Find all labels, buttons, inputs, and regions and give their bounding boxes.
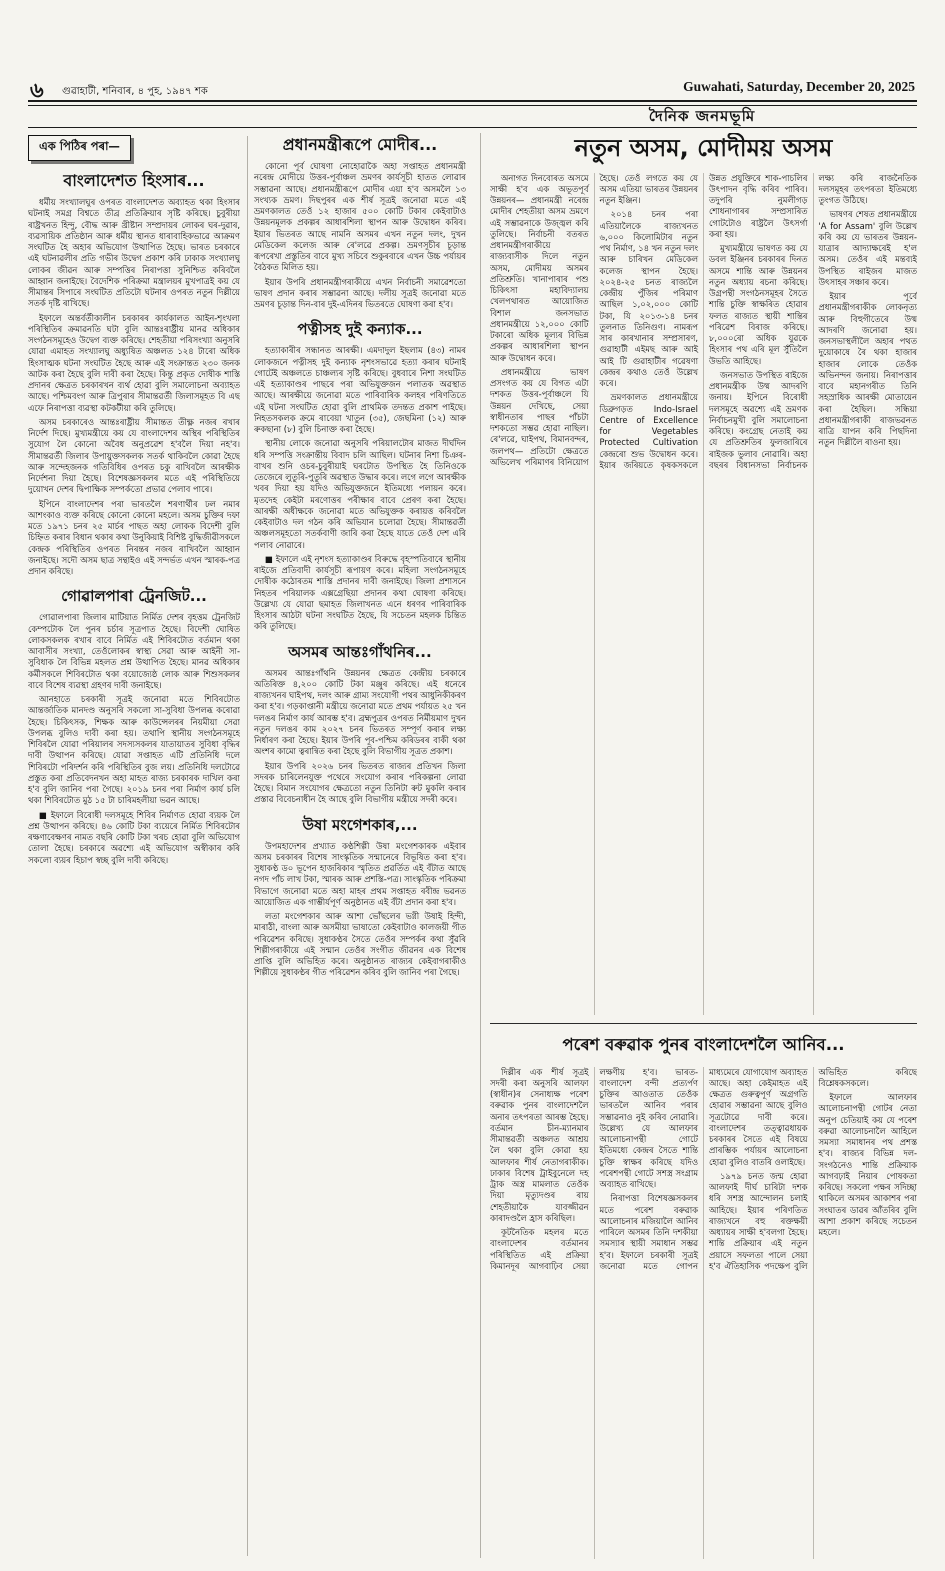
date-assamese: গুৱাহাটী, শনিবাৰ, ৪ পুহ, ১৯৪৭ শক [62,86,208,97]
article-usha [254,841,466,979]
section-label-box: এক পিঠিৰ পৰা— [28,135,131,161]
article-paragraph: ইফালে আলফাৰ আলোচনাপন্থী গোটৰ নেতা অনুপ চেতিয়াই কয় যে পৰেশ বৰুৱা আলোচনালৈ আহিলে সমস্যা সমাধানৰ পথ প্ৰশস্ত হ'ব। ৰাজ্যৰ বিভিন্ন দল-সংগঠনেও শান্তি প্ৰক্ৰিয়াক আগবঢ়াই নিয়াৰ পোষকতা কৰিছে। সকলো পক্ষৰ সদিচ্ছা থাকিলে অসমৰ আকাশৰ পৰা সংঘাতৰ ডাৱৰ আঁতৰিব বুলি আশা প্ৰকাশ কৰিছে সচেতন মহলে। [818,1092,917,1238]
column-divider [247,136,248,1556]
headline-goalpara: গোৱালপাৰা ট্ৰেনজিট... [61,587,207,606]
article-paragraph: ভ্ৰমণকালত প্ৰধানমন্ত্ৰীয়ে ডিব্ৰুগড়ত Indo-Israel Centre of Excellence for Vegetables Protected Cultivation কেন্দ্ৰৰো শুভ উদ্বোধন কৰে। ইয়াৰ জৰিয়তে কৃষকসকলে উন্নত প্ৰযুক্তিৰে শাক-পাচলিৰ উৎপাদন বৃদ্ধি কৰিব পাৰিব। তদুপৰি নুমলীগড় শোধনাগাৰৰ সম্প্ৰসাৰিত গোটটোও ৰাষ্ট্ৰলৈ উৎসৰ্গা কৰা হয়। [599,172,808,470]
article-new-assam [490,173,917,1015]
article-paragraph: অনাগত দিনবোৰত অসমে সাক্ষী হ'ব এক অভূতপূৰ্ব উন্নয়নৰ— প্ৰধানমন্ত্ৰী নৰেন্দ্ৰ মোদীৰ শেহতীয়া অসম ভ্ৰমণে এই সম্ভাৱনাকে উজ্জ্বল কৰি তুলিছে। নিৰ্বাচনী বতৰত প্ৰধানমন্ত্ৰীগৰাকীয়ে ৰাজ্যবাসীক দিলে নতুন অসম, মোদীময় অসমৰ প্ৰতিশ্ৰুতি। খানাপাৰাৰ পশু চিকিৎসা মহাবিদ্যালয় খেলপথাৰত আয়োজিত বিশাল জনসভাত প্ৰধানমন্ত্ৰীয়ে ১২,০০০ কোটি টকাৰো অধিক মূল্যৰ বিভিন্ন প্ৰকল্পৰ আধাৰশিলা স্থাপন আৰু উদ্বোধন কৰে। [490,172,589,363]
article-paragraph: অসম চৰকাৰেও আন্তঃৰাষ্ট্ৰীয় সীমান্তত তীক্ষ্ণ নজৰ ৰখাৰ নিৰ্দেশ দিছে। মুখ্যমন্ত্ৰীয়ে কয় যে বাংলাদেশৰ অস্থিৰ পৰিস্থিতিৰ সুযোগ লৈ কোনো অবৈধ অনুপ্ৰৱেশ হ'বলৈ দিয়া নহ'ব। সীমান্তৱৰ্তী জিলাৰ উপায়ুক্তসকলক সতৰ্ক থাকিবলৈ কোৱা হৈছে আৰু সন্দেহজনক গতিবিধিৰ ওপৰত চকু ৰাখিবলৈ আৰক্ষীক নিৰ্দেশনা দিয়া হৈছে। বিশেষজ্ঞসকলৰ মতে এই পৰিস্থিতিয়ে দুয়োখন দেশৰ দ্বিপাক্ষিক সম্পৰ্কতো প্ৰভাৱ পেলাব পাৰে। [28,416,240,495]
article-paragraph: ইয়াৰ পূৰ্বে প্ৰধানমন্ত্ৰীগৰাকীক লোকনৃত্য আৰু বিহুগীতেৰে উষ্ম আদৰণি জনোৱা হয়। জনসভাস্থলীলৈ অহাৰ পথত দুয়োকাষে ৰৈ থকা হাজাৰ হাজাৰ লোকে তেওঁক অভিনন্দন জনায়। নিৰাপত্তাৰ বাবে মহানগৰীত তিনি সহস্ৰাধিক আৰক্ষী মোতায়েন কৰা হৈছিল। সন্ধিয়া প্ৰধানমন্ত্ৰীগৰাকী ৰাজভৱনত ৰাত্ৰি যাপন কৰি পিছদিনা নতুন দিল্লীলৈ ৰাওনা হয়। [818,291,917,448]
article-paragraph: ■ ইফালে এই নৃশংস হত্যাকাণ্ডৰ বিৰুদ্ধে বৃহস্পতিবাৰে স্থানীয় ৰাইজে প্ৰতিবাদী কাৰ্যসূচী ৰূপায়ণ কৰে। মহিলা সংগঠনসমূহে দোষীক কঠোৰতম শাস্তি প্ৰদানৰ দাবী জনাইছে। জিলা প্ৰশাসনে নিহতৰ পৰিয়ালক এক্সগ্ৰেছিয়া প্ৰদানৰ কথা ঘোষণা কৰিছে। উল্লেখ্য যে যোৱা ছমাহত জিলাখনত এনে ধৰণৰ পাৰিবাৰিক হিংসাৰ আঠটা ঘটনা সংঘটিত হৈছে, যি সচেতন মহলক চিন্তিত কৰি তুলিছে। [254,553,466,632]
article-paragraph: কূটনৈতিক মহলৰ মতে বাংলাদেশৰ বৰ্তমানৰ পৰিস্থিতিত এই প্ৰক্ৰিয়া কিমানদূৰ আগবাঢ়িব সেয়া লক্ষণীয় হ'ব। ভাৰত-বাংলাদেশ বন্দী প্ৰত্যৰ্পণ চুক্তিৰ আওতাত তেওঁক ভাৰতলৈ আনিব পৰাৰ সম্ভাৱনাও নুই কৰিব নোৱাৰি। উল্লেখ্য যে আলফাৰ আলোচনাপন্থী গোটে ইতিমধ্যে কেন্দ্ৰৰ সৈতে শান্তি চুক্তি স্বাক্ষৰ কৰিছে যদিও পৰেশপন্থী গোটে সশস্ত্ৰ সংগ্ৰাম অব্যাহত ৰাখিছে। [490,1066,698,1271]
article-modi-pm [254,161,466,310]
page-number: ৬ [30,77,44,102]
article-paragraph: জনসভাত উপস্থিত ৰাইজে প্ৰধানমন্ত্ৰীক উষ্ম আদৰণি জনায়। ইপিনে বিৰোধী দলসমূহে অৱশ্যে এই ভ্ৰমণক নিৰ্বাচনমুখী বুলি সমালোচনা কৰিছে। কংগ্ৰেছ নেতাই কয় যে প্ৰতিশ্ৰুতিৰ ফুলজাৰিৰে ৰাইজক ভুলাব নোৱাৰি। অহা বছৰৰ বিধানসভা নিৰ্বাচনক লক্ষ্য কৰি ৰাজনৈতিক দলসমূহৰ তৎপৰতা ইতিমধ্যে তুংগত উঠিছে। [709,172,917,470]
article-paragraph: দিল্লীৰ এক শীৰ্ষ সূত্ৰই সদৰী কৰা অনুসৰি আলফা (স্বাধীন)ৰ সেনাধ্যক্ষ পৰেশ বৰুৱাক পুনৰ বাংলাদেশলৈ অনাৰ তৎপৰতা আৰম্ভ হৈছে। বৰ্তমান চীন-ম্যানমাৰ সীমান্তৱৰ্তী অঞ্চলত আশ্ৰয় লৈ থকা বুলি কোৱা হয় আলফাৰ শীৰ্ষ নেতাগৰাকীক। ঢাকাৰ বিশেষ ট্ৰাইবুনেলে দহ ট্ৰাক অস্ত্ৰ মামলাত তেওঁক দিয়া মৃত্যুদণ্ডৰ ৰায় শেহতীয়াকৈ যাবজ্জীৱন কাৰাদণ্ডলৈ হ্ৰাস কৰিছিল। [490,1066,589,1223]
article-paragraph: লতা মংগেশকাৰ আৰু আশা ভোঁছলেৰ ভগ্নী উষাই হিন্দী, মাৰাঠী, বাংলা আৰু অসমীয়া ভাষাতো কেইবাটাও কালজয়ী গীত পৰিৱেশন কৰিছে। সুধাকণ্ঠৰ সৈতে তেওঁৰ সম্পৰ্কৰ কথা সুঁৱৰি শিল্পীগৰাকীয়ে এই সন্মান তেওঁৰ সংগীত জীৱনৰ এক বিশেষ প্ৰাপ্তি বুলি অভিহিত কৰে। অনুষ্ঠানত ৰাজ্যৰ কেইবাগৰাকীও শিল্পীয়ে সুধাকণ্ঠৰ গীত পৰিৱেশন কৰিব বুলি জানিব পৰা গৈছে। [254,911,466,978]
article-infrastructure [254,668,466,806]
article-bangladesh [28,197,240,577]
article-paragraph: অসমৰ আন্তঃগাঁথনি উন্নয়নৰ ক্ষেত্ৰত কেন্দ্ৰীয় চৰকাৰে অতিৰিক্ত ৪,২০০ কোটি টকা মঞ্জুৰ কৰিছে। এই ধনেৰে ৰাজ্যখনৰ ঘাইপথ, দলং আৰু গ্ৰাম্য সংযোগী পথৰ আধুনিকীকৰণ কৰা হ'ব। গড়কাপ্তানী মন্ত্ৰীয়ে জনোৱা মতে প্ৰথম পৰ্যায়ত ২৫ খন দলঙৰ নিৰ্মাণ কাৰ্য আৰম্ভ হ'ব। ব্ৰহ্মপুত্ৰৰ ওপৰত নিৰ্মীয়মাণ দুখন নতুন দলঙৰ কাম ২০২৭ চনৰ ভিতৰত সম্পূৰ্ণ কৰাৰ লক্ষ্য নিৰ্ধাৰণ কৰা হৈছে। ইয়াৰ উপৰি পূব-পশ্চিম কৰিডৰৰ বাকী থকা অংশৰ কামো ত্বৰান্বিত কৰা হৈছে বুলি বিভাগীয় সূত্ৰত প্ৰকাশ। [254,667,466,757]
article-paragraph: ২০১৪ চনৰ পৰা এতিয়ালৈকে ৰাজ্যখনত ৬,০০০ কিলোমিটাৰ নতুন পথ নিৰ্মাণ, ১৪ খন নতুন দলং আৰু চাৰিখন মেডিকেল কলেজ স্থাপন হৈছে। ২০২৪-২৫ চনত ৰাজ্যলৈ কেন্দ্ৰীয় পুঁজিৰ পৰিমাণ আছিল ১,০২,০০০ কোটি টকা, যি ২০১৩-১৪ চনৰ তুলনাত তিনিগুণ। নামৰূপ সাৰ কাৰখানাৰ সম্প্ৰসাৰণ, গুৱাহাটী এইমছ আৰু আই আই টি গুৱাহাটীৰ গৱেষণা কেন্দ্ৰৰ কথাও তেওঁ উল্লেখ কৰে। [599,209,699,389]
article-paragraph: নিৰাপত্তা বিশেষজ্ঞসকলৰ মতে পৰেশ বৰুৱাক আলোচনাৰ মজিয়ালৈ আনিব পাৰিলে অসমৰ তিনি দশকীয়া সমস্যাৰ স্থায়ী সমাধান সম্ভৱ হ'ব। ইফালে চৰকাৰী সূত্ৰই জনোৱা মতে গোপন মাধ্যমেৰে যোগাযোগ অব্যাহত আছে। অহা কেইমাহত এই ক্ষেত্ৰত গুৰুত্বপূৰ্ণ অগ্ৰগতি হোৱাৰ সম্ভাৱনা আছে বুলিও সূত্ৰটোৱে দাবী কৰে। বাংলাদেশৰ তত্ত্বাৱধায়ক চৰকাৰৰ সৈতে এই বিষয়ে প্ৰাৰম্ভিক পৰ্যায়ৰ আলোচনা হোৱা বুলিও বাতৰি ওলাইছে। [599,1066,808,1271]
date-english: Guwahati, Saturday, December 20, 2025 [683,79,915,94]
article-paragraph: প্ৰধানমন্ত্ৰীয়ে ভাষণ প্ৰসংগত কয় যে বিগত এটা দশকত উত্তৰ-পূৰ্বাঞ্চলে যি উন্নয়ন দেখিছে, সেয়া স্বাধীনতাৰ পাছৰ পাঁচটা দশকতো সম্ভৱ হোৱা নাছিল। ৰে'লৱে, ঘাইপথ, বিমানবন্দৰ, জলপথ— প্ৰতিটো ক্ষেত্ৰতে অভিলেখ পৰিমাণৰ বিনিয়োগ হৈছে। তেওঁ লগতে কয় যে অসম এতিয়া ভাৰতৰ উন্নয়নৰ নতুন ইঞ্জিন। [490,172,698,467]
headline-paresh: পৰেশ বৰুৱাক পুনৰ বাংলাদেশলৈ আনিব... [562,1034,845,1054]
article-paragraph: ইপিনে বাংলাদেশৰ পৰা ভাৰতলৈ শৰণাৰ্থীৰ ঢল নমাৰ আশংকাও ব্যক্ত কৰিছে কোনো কোনো মহলে। অসম চুক্তিৰ দফা মতে ১৯৭১ চনৰ ২৫ মাৰ্চৰ পাছত অহা লোকক বিদেশী বুলি চিহ্নিত কৰাৰ বিধান থকাৰ কথা উনুকিয়াই বিশিষ্ট বুদ্ধিজীৱীসকলে কেন্দ্ৰক পৰিস্থিতিৰ ওপৰত নিৰন্তৰ নজৰ ৰাখিবলৈ আহ্বান জনাইছে। সদৌ অসম ছাত্ৰ সন্থাইও এই সন্দৰ্ভত এখন স্মাৰক-পত্ৰ প্ৰদান কৰিছে। [28,498,240,577]
article-paragraph: ধৰ্মীয় সংখ্যালঘুৰ ওপৰত বাংলাদেশত অব্যাহত থকা হিংসাৰ ঘটনাই সমগ্ৰ বিশ্বতে তীব্ৰ প্ৰতিক্ৰিয়াৰ সৃষ্টি কৰিছে। চুবুৰীয়া ৰাষ্ট্ৰখনত হিন্দু, বৌদ্ধ আৰু খ্ৰীষ্টান সম্প্ৰদায়ৰ লোকৰ ঘৰ-দুৱাৰ, ব্যৱসায়িক প্ৰতিষ্ঠান আৰু ধৰ্মীয় স্থানত ধাৰাবাহিকভাৱে আক্ৰমণ সংঘটিত হৈ অহাৰ অভিযোগ উত্থাপিত হৈছে। ভাৰত চৰকাৰে এই ঘটনাৱলীৰ প্ৰতি গভীৰ উদ্বেগ প্ৰকাশ কৰি ঢাকাক সংখ্যালঘু লোকৰ জীৱন আৰু সম্পত্তিৰ নিৰাপত্তা সুনিশ্চিত কৰিবলৈ আহ্বান জনাইছে। বৈদেশিক পৰিক্ৰমা মন্ত্ৰালয়ৰ মুখপাত্ৰই কয় যে সীমান্তৰ সিপাৰে সংঘটিত প্ৰতিটো ঘটনাৰ ওপৰত নতুন দিল্লীয়ে সতৰ্ক দৃষ্টি ৰাখিছে। [28,197,240,309]
headline-infrastructure: অসমৰ আন্তঃগাঁথনিৰ... [288,642,432,661]
headline-wife-daughters: পত্নীসহ দুই কন্যাক... [297,320,423,339]
masthead-title: দৈনিক জনমভূমি [648,107,756,125]
article-paragraph: মুখ্যমন্ত্ৰীয়ে ভাষণত কয় যে ডবল ইঞ্জিনৰ চৰকাৰৰ দিনত অসমে শান্তি আৰু উন্নয়নৰ নতুন অধ্যায় ৰচনা কৰিছে। উগ্ৰপন্থী সংগঠনসমূহৰ সৈতে শান্তি চুক্তি স্বাক্ষৰিত হোৱাৰ ফলত ৰাজ্যত স্থায়ী শান্তিৰ পৰিৱেশ বিৰাজ কৰিছে। ৮,০০০ৰো অধিক যুৱকে হিংসাৰ পথ এৰি মূল সুঁতিলৈ উভতি আহিছে। [709,243,808,366]
column-divider [480,133,481,1558]
article-paragraph: গোৱালপাৰা জিলাৰ মাটিয়াত নিৰ্মিত দেশৰ বৃহত্তম ট্ৰেনজিট কেম্পটোক লৈ পুনৰ চৰ্চাৰ সূত্ৰপাত হৈছে। বিদেশী ঘোষিত লোকসকলক ৰখাৰ বাবে নিৰ্মিত এই শিবিৰটোত বৰ্তমান থকা আবাসীৰ সংখ্যা, তেওঁলোকৰ স্বাস্থ্য সেৱা আৰু আইনী সা-সুবিধাক লৈ বিভিন্ন মহলত প্ৰশ্ন উত্থাপিত হৈছে। মানৱ অধিকাৰ কৰ্মীসকলে শিবিৰটোত থকা বয়োজ্যেষ্ঠ লোক আৰু শিশুসকলৰ বাবে বিশেষ ব্যৱস্থা গ্ৰহণৰ দাবী জনাইছে। [28,612,240,690]
article-paragraph: উপমহাদেশৰ প্ৰখ্যাত কণ্ঠশিল্পী উষা মংগেশকাৰক এইবাৰ অসম চৰকাৰৰ বিশেষ সাংস্কৃতিক সন্মানেৰে বিভূষিত কৰা হ'ব। সুধাকণ্ঠ ড০ ভূপেন হাজৰিকাৰ স্মৃতিত প্ৰৱৰ্তিত এই বঁটাত আছে নগদ পাঁচ লাখ টকা, স্মাৰক আৰু প্ৰশস্তি-পত্ৰ। সাংস্কৃতিক পৰিক্ৰমা বিভাগে জনোৱা মতে অহা মাহৰ প্ৰথম সপ্তাহত ৰবীন্দ্ৰ ভৱনত আয়োজিত এক গাম্ভীৰ্যপূৰ্ণ অনুষ্ঠানত এই বঁটা প্ৰদান কৰা হ'ব। [254,840,466,907]
right-section [490,133,917,1561]
article-paragraph: ১৯৭৯ চনত জন্ম হোৱা আলফাই দীৰ্ঘ চাৰিটা দশক ধৰি সশস্ত্ৰ আন্দোলন চলাই আহিছে। ইয়াৰ পৰিণতিত ৰাজ্যখনে বহু ৰক্তক্ষয়ী অধ্যায়ৰ সাক্ষী হ'বলগা হৈছে। শান্তি প্ৰক্ৰিয়াৰ এই নতুন প্ৰয়াসে সফলতা পালে সেয়া হ'ব ঐতিহাসিক পদক্ষেপ বুলি অভিহিত কৰিছে বিশ্লেষকসকলে। [709,1066,917,1271]
article-paragraph: স্থানীয় লোকে জনোৱা অনুসৰি পৰিয়ালটোৰ মাজত দীৰ্ঘদিন ধৰি সম্পত্তি সংক্ৰান্তীয় বিবাদ চলি আছিল। ঘটনাৰ নিশা চিঞৰ-বাখৰ শুনি ওচৰ-চুবুৰীয়াই ঘৰটোত উপস্থিত হৈ তিনিওকে তেজেৰে লুতুৰি-পুতুৰি অৱস্থাত উদ্ধাৰ কৰে। লগে লগে আৰক্ষীক খবৰ দিয়া হয় যদিও অভিযুক্তজনে ইতিমধ্যে পলায়ন কৰে। মৃতদেহ কেইটা মৰণোত্তৰ পৰীক্ষাৰ বাবে প্ৰেৰণ কৰা হৈছে। আৰক্ষী অধীক্ষকে জনোৱা মতে অভিযুক্তক কৰায়ত্ত কৰিবলৈ কেইবাটাও দল গঠন কৰি অভিযান চলোৱা হৈছে। সীমান্তৱৰ্তী অঞ্চলসমূহতো সতৰ্কবাণী জাৰি কৰা হৈছে যাতে তেওঁ দেশ এৰি পলাব নোৱাৰে। [254,438,466,550]
headline-modi-pm: প্ৰধানমন্ত্ৰীৰূপে মোদীৰ... [282,135,438,154]
section-divider-rule [490,1023,917,1024]
article-goalpara [28,612,240,866]
article-paragraph: ভাষণৰ শেষত প্ৰধানমন্ত্ৰীয়ে 'A for Assam' বুলি উল্লেখ কৰি কয় যে ভাৰতৰ উন্নয়ন-যাত্ৰাৰ আদ্যাক্ষৰেই হ'ল অসম। তেওঁৰ এই মন্তব্যই উপস্থিত ৰাইজৰ মাজত উৎসাহৰ সঞ্চাৰ কৰে। [818,209,917,287]
headline-new-assam: নতুন অসম, মোদীময় অসম [574,134,833,162]
headline-usha: উষা মংগেশকাৰ,... [302,815,418,834]
column-2 [254,133,466,1561]
column-1 [28,133,240,1561]
article-paragraph: আনহাতে চৰকাৰী সূত্ৰই জনোৱা মতে শিবিৰটোত আন্তৰ্জাতিক মানদণ্ড অনুসৰি সকলো সা-সুবিধা উপলব্ধ কৰোৱা হৈছে। চিকিৎসক, শিক্ষক আৰু কাউন্সেলৰৰ নিয়মীয়া সেৱা উপলব্ধ বুলিও দাবী কৰা হয়। তথাপি স্থানীয় সংগঠনসমূহে শিবিৰলৈ যোৱা পৰিয়ালৰ সদস্যসকলৰ যাতায়াতৰ সুবিধা বৃদ্ধিৰ দাবী উত্থাপন কৰিছে। যোৱা সপ্তাহত এটি প্ৰতিনিধি দলে শিবিৰটো পৰিদৰ্শন কৰি পৰিস্থিতিৰ বুজ লয়। প্ৰতিনিধি দলটোৱে প্ৰস্তুত কৰা প্ৰতিবেদনখন অহা মাহত ৰাজ্য চৰকাৰক দাখিল কৰা হ'ব বুলি জানিব পৰা গৈছে। ২০১৯ চনৰ পৰা নিৰ্মাণ কাৰ্য চলি থকা শিবিৰটোত মুঠ ১৫ টা চাৰিমহলীয়া ভৱন আছে। [28,694,240,806]
article-paresh [490,1067,917,1559]
article-paragraph: কোনো পূৰ্ব ঘোষণা নোহোৱাকৈ অহা সপ্তাহত প্ৰধানমন্ত্ৰী নৰেন্দ্ৰ মোদীয়ে উত্তৰ-পূৰ্বাঞ্চল ভ্ৰমণৰ কাৰ্যসূচী হাতত লোৱাৰ সম্ভাৱনা আছে। প্ৰধানমন্ত্ৰীৰূপে মোদীৰ এয়া হ'ব অসমলৈ ১৩ সংখ্যক ভ্ৰমণ। দিছপুৰৰ এক শীৰ্ষ সূত্ৰই জনোৱা মতে এই ভ্ৰমণকালত তেওঁ ১২ হাজাৰ ৫০০ কোটি টকাৰ কেইবাটাও উন্নয়নমূলক প্ৰকল্পৰ আধাৰশিলা স্থাপন আৰু উদ্বোধন কৰিব। ইয়াৰ ভিতৰত আছে নামনি অসমৰ এখন নতুন দলং, দুখন মেডিকেল কলেজ আৰু ৰে'লৱে প্ৰকল্প। ভ্ৰমণসূচীৰ চূড়ান্ত ৰূপৰেখা প্ৰস্তুতিৰ বাবে মুখ্য সচিবে শুকুৰবাৰে এখন উচ্চ পৰ্যায়ৰ বৈঠকত মিলিত হয়। [254,161,466,273]
article-paragraph: ইয়াৰ উপৰি প্ৰধানমন্ত্ৰীগৰাকীয়ে এখন নিৰ্বাচনী সমাৱেশতো ভাষণ প্ৰদান কৰাৰ সম্ভাৱনা আছে। দলীয় সূত্ৰই জনোৱা মতে ভ্ৰমণৰ চূড়ান্ত দিন-বাৰ দুই-এদিনৰ ভিতৰতে ঘোষণা কৰা হ'ব। [254,276,466,310]
article-paragraph: ইফালে অন্তৰ্বৰ্তীকালীন চৰকাৰৰ কাৰ্যকালত আইন-শৃংখলা পৰিস্থিতিৰ ক্ৰমাৱনতি ঘটা বুলি আন্তঃৰাষ্ট্ৰীয় মানৱ অধিকাৰ সংগঠনসমূহেও উদ্বেগ ব্যক্ত কৰিছে। শেহতীয়া পৰিসংখ্যা অনুসৰি যোৱা এমাহত সংখ্যালঘু অধ্যুষিত অঞ্চলত ১২৪ টাৰো অধিক হিংসাত্মক ঘটনা সংঘটিত হৈছে আৰু এই সংক্ৰান্তত ২৩০ জনক আটক কৰা হৈছে বুলি দাবী কৰা হৈছে। কিন্তু প্ৰকৃত দোষীক শাস্তি প্ৰদানৰ ক্ষেত্ৰত চৰকাৰখন ব্যৰ্থ হোৱা বুলি সমালোচনা অব্যাহত আছে। পশ্চিমবংগ আৰু ত্ৰিপুৰাৰ সীমান্তৱৰ্তী জিলাসমূহত বি এছ এফে নিৰাপত্তা ব্যৱস্থা কটকটীয়া কৰি তুলিছে। [28,312,240,413]
masthead-rule [28,127,917,128]
article-paragraph: ইয়াৰ উপৰি ২০২৬ চনৰ ভিতৰত ৰাজ্যৰ প্ৰতিখন জিলা সদৰক চাৰিলেনযুক্ত পথেৰে সংযোগ কৰাৰ পৰিকল্পনা লোৱা হৈছে। বিমান সংযোগৰ ক্ষেত্ৰতো নতুন তিনিটা ৰুট মুকলি কৰাৰ প্ৰস্তাৱ বিবেচনাধীন হৈ আছে বুলি বিভাগীয় মন্ত্ৰীয়ে সদৰী কৰে। [254,760,466,805]
article-paragraph: হত্যাকাৰীৰ সন্ধানত আৰক্ষী। এমদাদুল ইছলাম (৪৩) নামৰ লোকজনে পত্নীসহ দুই কন্যাক নৃশংসভাৱে হত্যা কৰাৰ ঘটনাই গোটেই অঞ্চলতে চাঞ্চল্যৰ সৃষ্টি কৰিছে। বুধবাৰে নিশা সংঘটিত এই হত্যাকাণ্ডৰ পাছৰে পৰা অভিযুক্তজন পলাতক অৱস্থাত আছে। আৰক্ষীয়ে জনোৱা মতে পাৰিবাৰিক কলহৰ পৰিণতিতে এই ঘটনা সংঘটিত হোৱা বুলি প্ৰাথমিক তদন্তত প্ৰকাশ পাইছে। নিহতসকলক ক্ৰমে ৰাবেয়া খাতুন (৩৫), জেছমিনা (১২) আৰু ৰুকছানা (৮) বুলি চিনাক্ত কৰা হৈছে। [254,345,466,435]
article-wife-daughters [254,345,466,632]
headline-bangladesh: বাংলাদেশত হিংসাৰ... [63,171,205,190]
article-paragraph: ■ ইফালে বিৰোধী দলসমূহে শিবিৰ নিৰ্মাণত হোৱা ব্যয়ক লৈ প্ৰশ্ন উত্থাপন কৰিছে। ৪৬ কোটি টকা ব্যয়েৰে নিৰ্মিত শিবিৰটোৰ ৰক্ষণাবেক্ষণৰ নামত বছৰি কোটি টকা খৰচ হোৱা বুলি অভিযোগ তোলা হৈছে। চৰকাৰে অৱশ্যে এই অভিযোগ অস্বীকাৰ কৰি সকলো ব্যয়ৰ হিচাপ স্বচ্ছ বুলি দাবী কৰিছে। [28,809,240,865]
